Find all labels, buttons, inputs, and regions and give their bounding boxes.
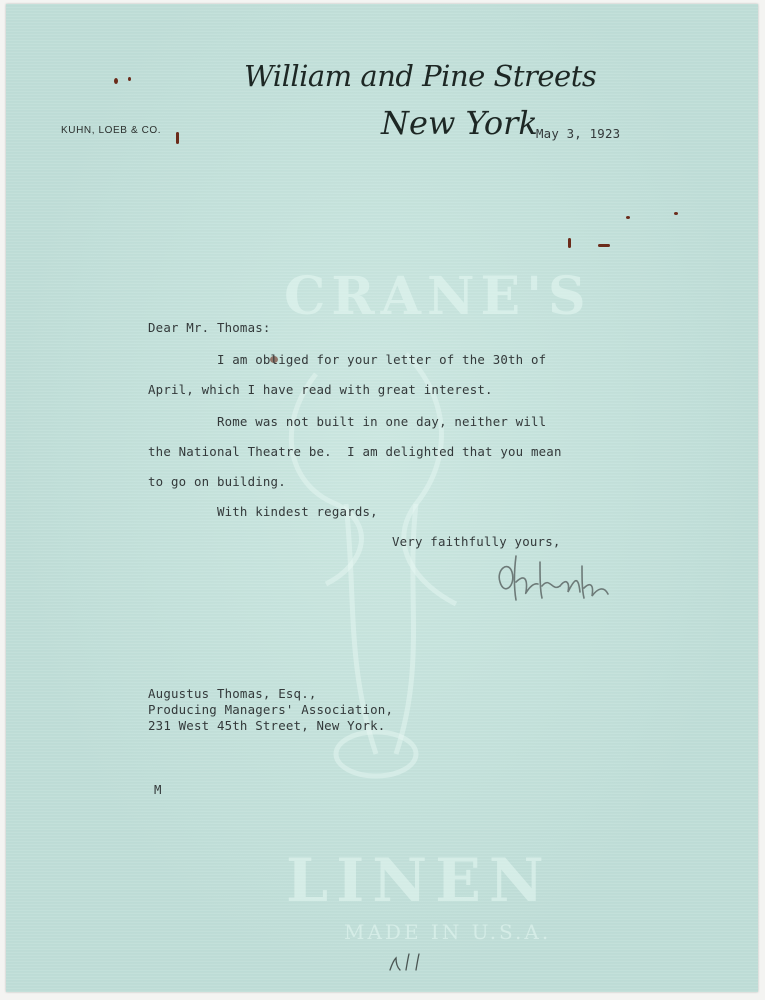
rust-spot xyxy=(568,238,571,248)
rust-spot xyxy=(128,77,131,81)
salutation: Dear Mr. Thomas: xyxy=(148,320,271,335)
rust-spot xyxy=(176,132,179,144)
rust-spot xyxy=(598,244,610,247)
body-line: I am obliged for your letter of the 30th of xyxy=(148,352,547,367)
typist-initial: M xyxy=(154,782,162,797)
letterhead-address-street: William and Pine Streets xyxy=(244,59,597,93)
recipient-organization: Producing Managers' Association, xyxy=(148,702,394,717)
body-line: April, which I have read with great interest. xyxy=(148,382,493,397)
letterhead-firm-name: KUHN, LOEB & CO. xyxy=(61,125,162,136)
pencil-note xyxy=(386,950,426,974)
recipient-address: 231 West 45th Street, New York. xyxy=(148,718,386,733)
rust-spot xyxy=(674,212,678,215)
body-line: Rome was not built in one day, neither will xyxy=(148,414,547,429)
closing: Very faithfully yours, xyxy=(392,534,561,549)
watermark-bottom: LINEN xyxy=(286,846,552,916)
letter-sheet xyxy=(6,4,758,992)
letter-date: May 3, 1923 xyxy=(536,126,621,141)
recipient-name: Augustus Thomas, Esq., xyxy=(148,686,317,701)
watermark-figure-icon xyxy=(256,334,516,804)
body-line: With kindest regards, xyxy=(148,504,378,519)
handwritten-signature xyxy=(494,552,614,612)
rust-spot xyxy=(626,216,630,219)
watermark-top: CRANE'S xyxy=(284,266,592,327)
body-line: to go on building. xyxy=(148,474,286,489)
letterhead-address-city: New York xyxy=(381,104,538,142)
rust-spot xyxy=(114,78,118,84)
body-line: the National Theatre be. I am delighted that you mean xyxy=(148,444,562,459)
watermark-made-in: MADE IN U.S.A. xyxy=(344,920,552,944)
